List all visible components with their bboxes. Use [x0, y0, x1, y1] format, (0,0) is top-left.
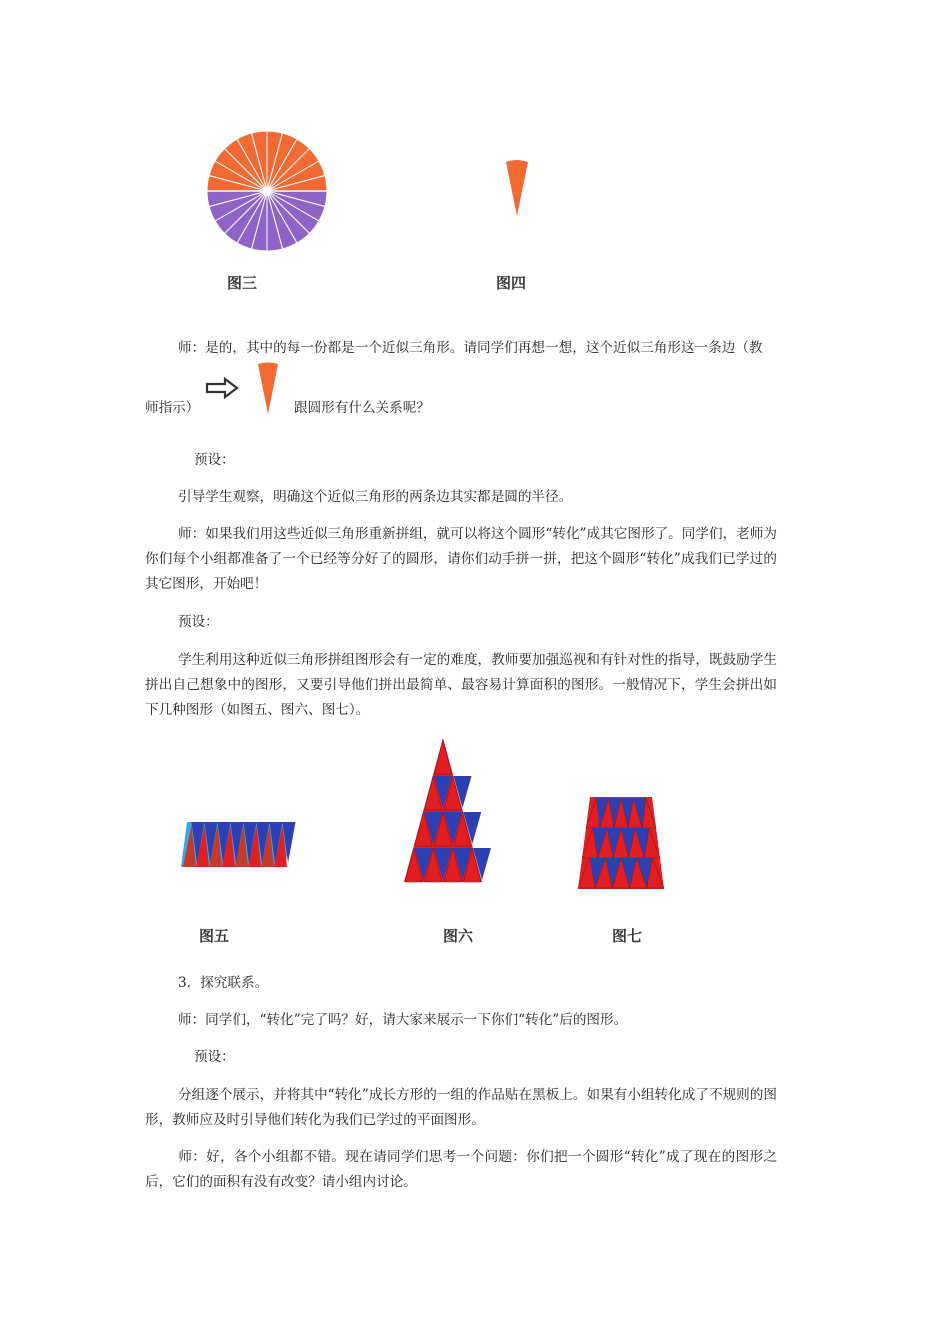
trapezoid-figure: [576, 795, 666, 891]
teacher-instruction-label: 师指示）: [145, 400, 200, 416]
paragraph-students-1: 学生利用这种近似三角形拼组图形会有一定的难度，教师要加强巡视和有针对性的指导，既鼓励学生拼出自己想象中的图形，又要引导他们拼出最简单、最容易计算面积的图形。一般情况下，学生会拼出如下几种图形（如图五、图六、图七）。: [145, 652, 777, 718]
triangle-figure: [402, 736, 484, 884]
parallelogram-figure: [179, 819, 295, 869]
preset-label-3: 预设：: [194, 1049, 235, 1065]
paragraph-teacher-1: 师：是的，其中的每一份都是一个近似三角形。请同学们再想一想，这个近似三角形这一条边（教: [178, 340, 763, 356]
figure-4-caption: 图四: [495, 274, 526, 292]
figure-3-caption: 图三: [226, 274, 257, 292]
right-arrow-icon: [205, 378, 239, 398]
red-triangle: [434, 740, 452, 774]
paragraph-display: 分组逐个展示，并将其中“转化”成长方形的一组的作品贴在黑板上。如果有小组转化成了不规则的图形，教师应及时引导他们转化为我们已学过的平面图形。: [145, 1087, 777, 1128]
paragraph-teacher-2: 师：如果我们用这些近似三角形重新拼组，就可以将这个圆形“转化”成其它图形了。同学们，老师为你们每个小组都准备了一个已经等分好了的圆形，请你们动手拼一拼，把这个圆形“转化”成我们已学过的其它图形，开始吧！: [145, 526, 777, 592]
relation-question: 跟圆形有什么关系呢？: [294, 400, 430, 416]
paragraph-guide-1: 引导学生观察，明确这个近似三角形的两条边其实都是圆的半径。: [178, 489, 573, 505]
figure-7-caption: 图七: [611, 927, 642, 945]
paragraph-teacher-4: 师：好，各个小组都不错。现在请同学们思考一个问题：你们把一个圆形“转化”成了现在的图形之后，它们的面积有没有改变？请小组内讨论。: [145, 1149, 777, 1190]
figure-5-caption: 图五: [198, 927, 229, 945]
paragraph-teacher-3: 师：同学们，“转化”完了吗？好，请大家来展示一下你们“转化”后的图形。: [178, 1012, 628, 1028]
section-heading-3: 3．探究联系。: [178, 975, 269, 991]
preset-label-2: 预设：: [178, 614, 219, 630]
preset-label-1: 预设：: [194, 452, 235, 468]
divided-circle-figure: [205, 129, 329, 253]
single-sector-figure: [503, 160, 533, 220]
figure-6-caption: 图六: [442, 927, 473, 945]
sector-shape: [506, 160, 528, 216]
sector-edge-icon: [256, 362, 282, 416]
